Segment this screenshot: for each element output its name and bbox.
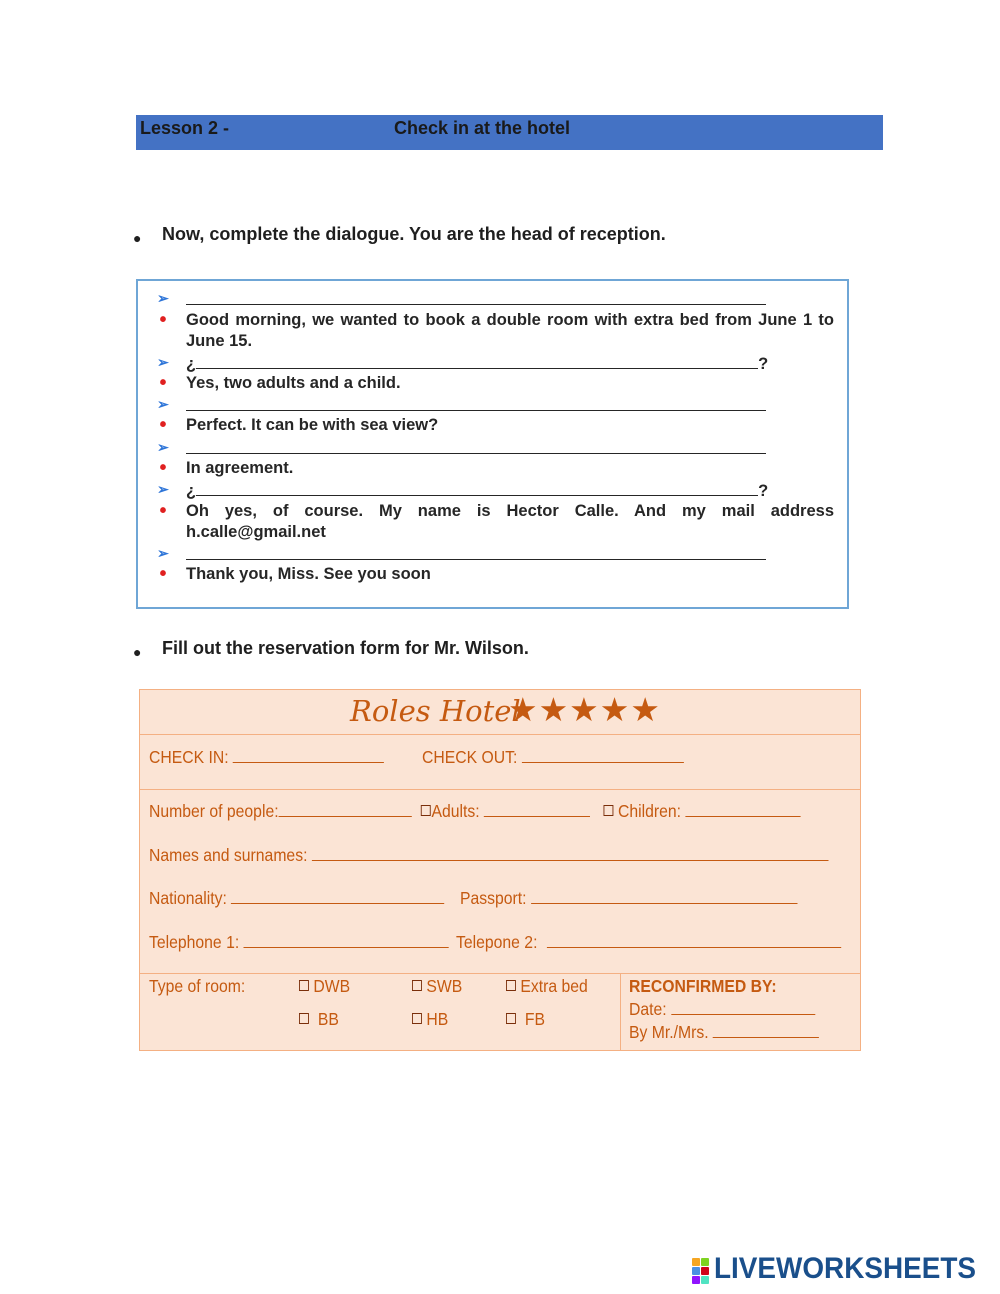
date-field[interactable] bbox=[671, 999, 815, 1015]
arrow-bullet-icon: ➢ bbox=[157, 439, 169, 455]
arrow-bullet-icon: ➢ bbox=[157, 545, 169, 561]
red-bullet-icon: • bbox=[159, 414, 167, 436]
hotel-name: Roles Hotel bbox=[350, 694, 521, 728]
adults-checkbox[interactable] bbox=[421, 805, 431, 816]
date-row bbox=[629, 999, 815, 1020]
red-bullet-icon: • bbox=[159, 563, 167, 585]
nationality-row bbox=[149, 888, 445, 909]
logo-square-icon bbox=[692, 1258, 700, 1266]
swb-option[interactable] bbox=[412, 976, 462, 997]
bb-checkbox[interactable] bbox=[299, 1013, 309, 1024]
form-instruction: Fill out the reservation form for Mr. Wilson. bbox=[162, 638, 529, 658]
reconfirmed-by-label: RECONFIRMED BY: bbox=[629, 976, 777, 996]
dialogue-box bbox=[136, 279, 849, 609]
names-row bbox=[149, 845, 828, 866]
bb-label: BB bbox=[317, 1009, 339, 1029]
check-out-row bbox=[422, 747, 684, 768]
question-close-mark: ? bbox=[758, 355, 769, 373]
number-of-people-field[interactable] bbox=[279, 801, 412, 817]
type-of-room-label: Type of room: bbox=[149, 976, 246, 996]
question-open-mark: ¿ bbox=[186, 355, 197, 373]
answer-blank[interactable] bbox=[186, 543, 766, 560]
answer-blank[interactable] bbox=[186, 288, 766, 305]
arrow-bullet-icon: ➢ bbox=[157, 396, 169, 412]
telephone1-field[interactable] bbox=[244, 932, 449, 948]
extra-bed-label: Extra bed bbox=[520, 976, 588, 996]
names-label: Names and surnames: bbox=[149, 845, 308, 865]
form-divider bbox=[140, 734, 860, 735]
telephone2-field[interactable] bbox=[547, 932, 841, 948]
answer-blank[interactable] bbox=[196, 352, 758, 369]
arrow-bullet-icon: ➢ bbox=[157, 290, 169, 306]
lesson-title: Check in at the hotel bbox=[394, 118, 571, 138]
passport-row bbox=[460, 888, 797, 909]
red-bullet-icon: • bbox=[159, 372, 167, 394]
answer-blank[interactable] bbox=[186, 394, 766, 411]
swb-label: SWB bbox=[426, 976, 463, 996]
logo-text: LIVEWORKSHEETS bbox=[714, 1252, 976, 1285]
children-field[interactable] bbox=[685, 801, 800, 817]
guest-line-text: In agreement. bbox=[186, 459, 294, 477]
form-vertical-divider bbox=[620, 974, 621, 1050]
telephone2-label: Telepone 2: bbox=[456, 932, 538, 952]
bullet-icon: ● bbox=[133, 230, 142, 246]
star-rating-icon: ★★★★★ bbox=[508, 691, 661, 728]
people-row bbox=[149, 801, 801, 822]
form-divider bbox=[140, 789, 860, 790]
guest-line-text: Perfect. It can be with sea view? bbox=[186, 416, 439, 434]
hb-option[interactable] bbox=[412, 1009, 448, 1030]
question-close-mark: ? bbox=[758, 482, 769, 500]
nationality-field[interactable] bbox=[231, 888, 444, 904]
check-in-row bbox=[149, 747, 384, 768]
swb-checkbox[interactable] bbox=[412, 980, 422, 991]
dwb-label: DWB bbox=[313, 976, 351, 996]
reservation-form bbox=[139, 689, 861, 1051]
guest-line-text: Good morning, we wanted to book a double room with extra bed from June 1 to June 15. bbox=[186, 311, 834, 350]
logo-square-icon bbox=[701, 1276, 709, 1284]
by-field[interactable] bbox=[713, 1022, 819, 1038]
fb-option[interactable] bbox=[506, 1009, 545, 1030]
guest-line-text: Yes, two adults and a child. bbox=[186, 374, 401, 392]
names-field[interactable] bbox=[312, 845, 829, 861]
telephone2-row bbox=[456, 932, 842, 953]
red-bullet-icon: • bbox=[159, 457, 167, 479]
liveworksheets-logo bbox=[692, 1254, 992, 1286]
dwb-option[interactable] bbox=[299, 976, 350, 997]
children-label: Children: bbox=[617, 801, 682, 821]
answer-blank[interactable] bbox=[186, 437, 766, 454]
check-out-label: CHECK OUT: bbox=[422, 747, 518, 767]
guest-line-text: Thank you, Miss. See you soon bbox=[186, 565, 431, 583]
dialogue-instruction: Now, complete the dialogue. You are the head of reception. bbox=[162, 224, 666, 244]
bb-option[interactable] bbox=[299, 1009, 339, 1030]
logo-square-icon bbox=[701, 1267, 709, 1275]
dwb-checkbox[interactable] bbox=[299, 980, 309, 991]
by-row bbox=[629, 1022, 819, 1043]
extra-bed-option[interactable] bbox=[506, 976, 588, 997]
children-checkbox[interactable] bbox=[604, 805, 614, 816]
form-divider bbox=[140, 973, 860, 974]
fb-checkbox[interactable] bbox=[506, 1013, 516, 1024]
adults-label: Adults: bbox=[431, 801, 480, 821]
passport-label: Passport: bbox=[460, 888, 527, 908]
question-open-mark: ¿ bbox=[186, 482, 197, 500]
fb-label: FB bbox=[524, 1009, 546, 1029]
check-out-field[interactable] bbox=[522, 747, 684, 763]
answer-blank[interactable] bbox=[196, 479, 758, 496]
arrow-bullet-icon: ➢ bbox=[157, 481, 169, 497]
lesson-number: Lesson 2 - bbox=[140, 118, 230, 138]
hb-checkbox[interactable] bbox=[412, 1013, 422, 1024]
check-in-label: CHECK IN: bbox=[149, 747, 229, 767]
adults-field[interactable] bbox=[484, 801, 590, 817]
check-in-field[interactable] bbox=[233, 747, 384, 763]
nationality-label: Nationality: bbox=[149, 888, 227, 908]
lesson-header-bar bbox=[136, 115, 883, 150]
red-bullet-icon: • bbox=[159, 309, 167, 331]
bullet-icon: ● bbox=[133, 644, 142, 660]
logo-square-icon bbox=[692, 1276, 700, 1284]
date-label: Date: bbox=[629, 999, 667, 1019]
telephone1-row bbox=[149, 932, 449, 953]
logo-square-icon bbox=[692, 1267, 700, 1275]
guest-line-text: Oh yes, of course. My name is Hector Calle. And my mail address h.calle@gmail.net bbox=[186, 502, 834, 541]
by-label: By Mr./Mrs. bbox=[629, 1022, 709, 1042]
number-of-people-label: Number of people: bbox=[149, 801, 279, 821]
hb-label: HB bbox=[426, 1009, 449, 1029]
arrow-bullet-icon: ➢ bbox=[157, 354, 169, 370]
extra-bed-checkbox[interactable] bbox=[506, 980, 516, 991]
passport-field[interactable] bbox=[531, 888, 797, 904]
logo-square-icon bbox=[701, 1258, 709, 1266]
telephone1-label: Telephone 1: bbox=[149, 932, 240, 952]
red-bullet-icon: • bbox=[159, 500, 167, 522]
